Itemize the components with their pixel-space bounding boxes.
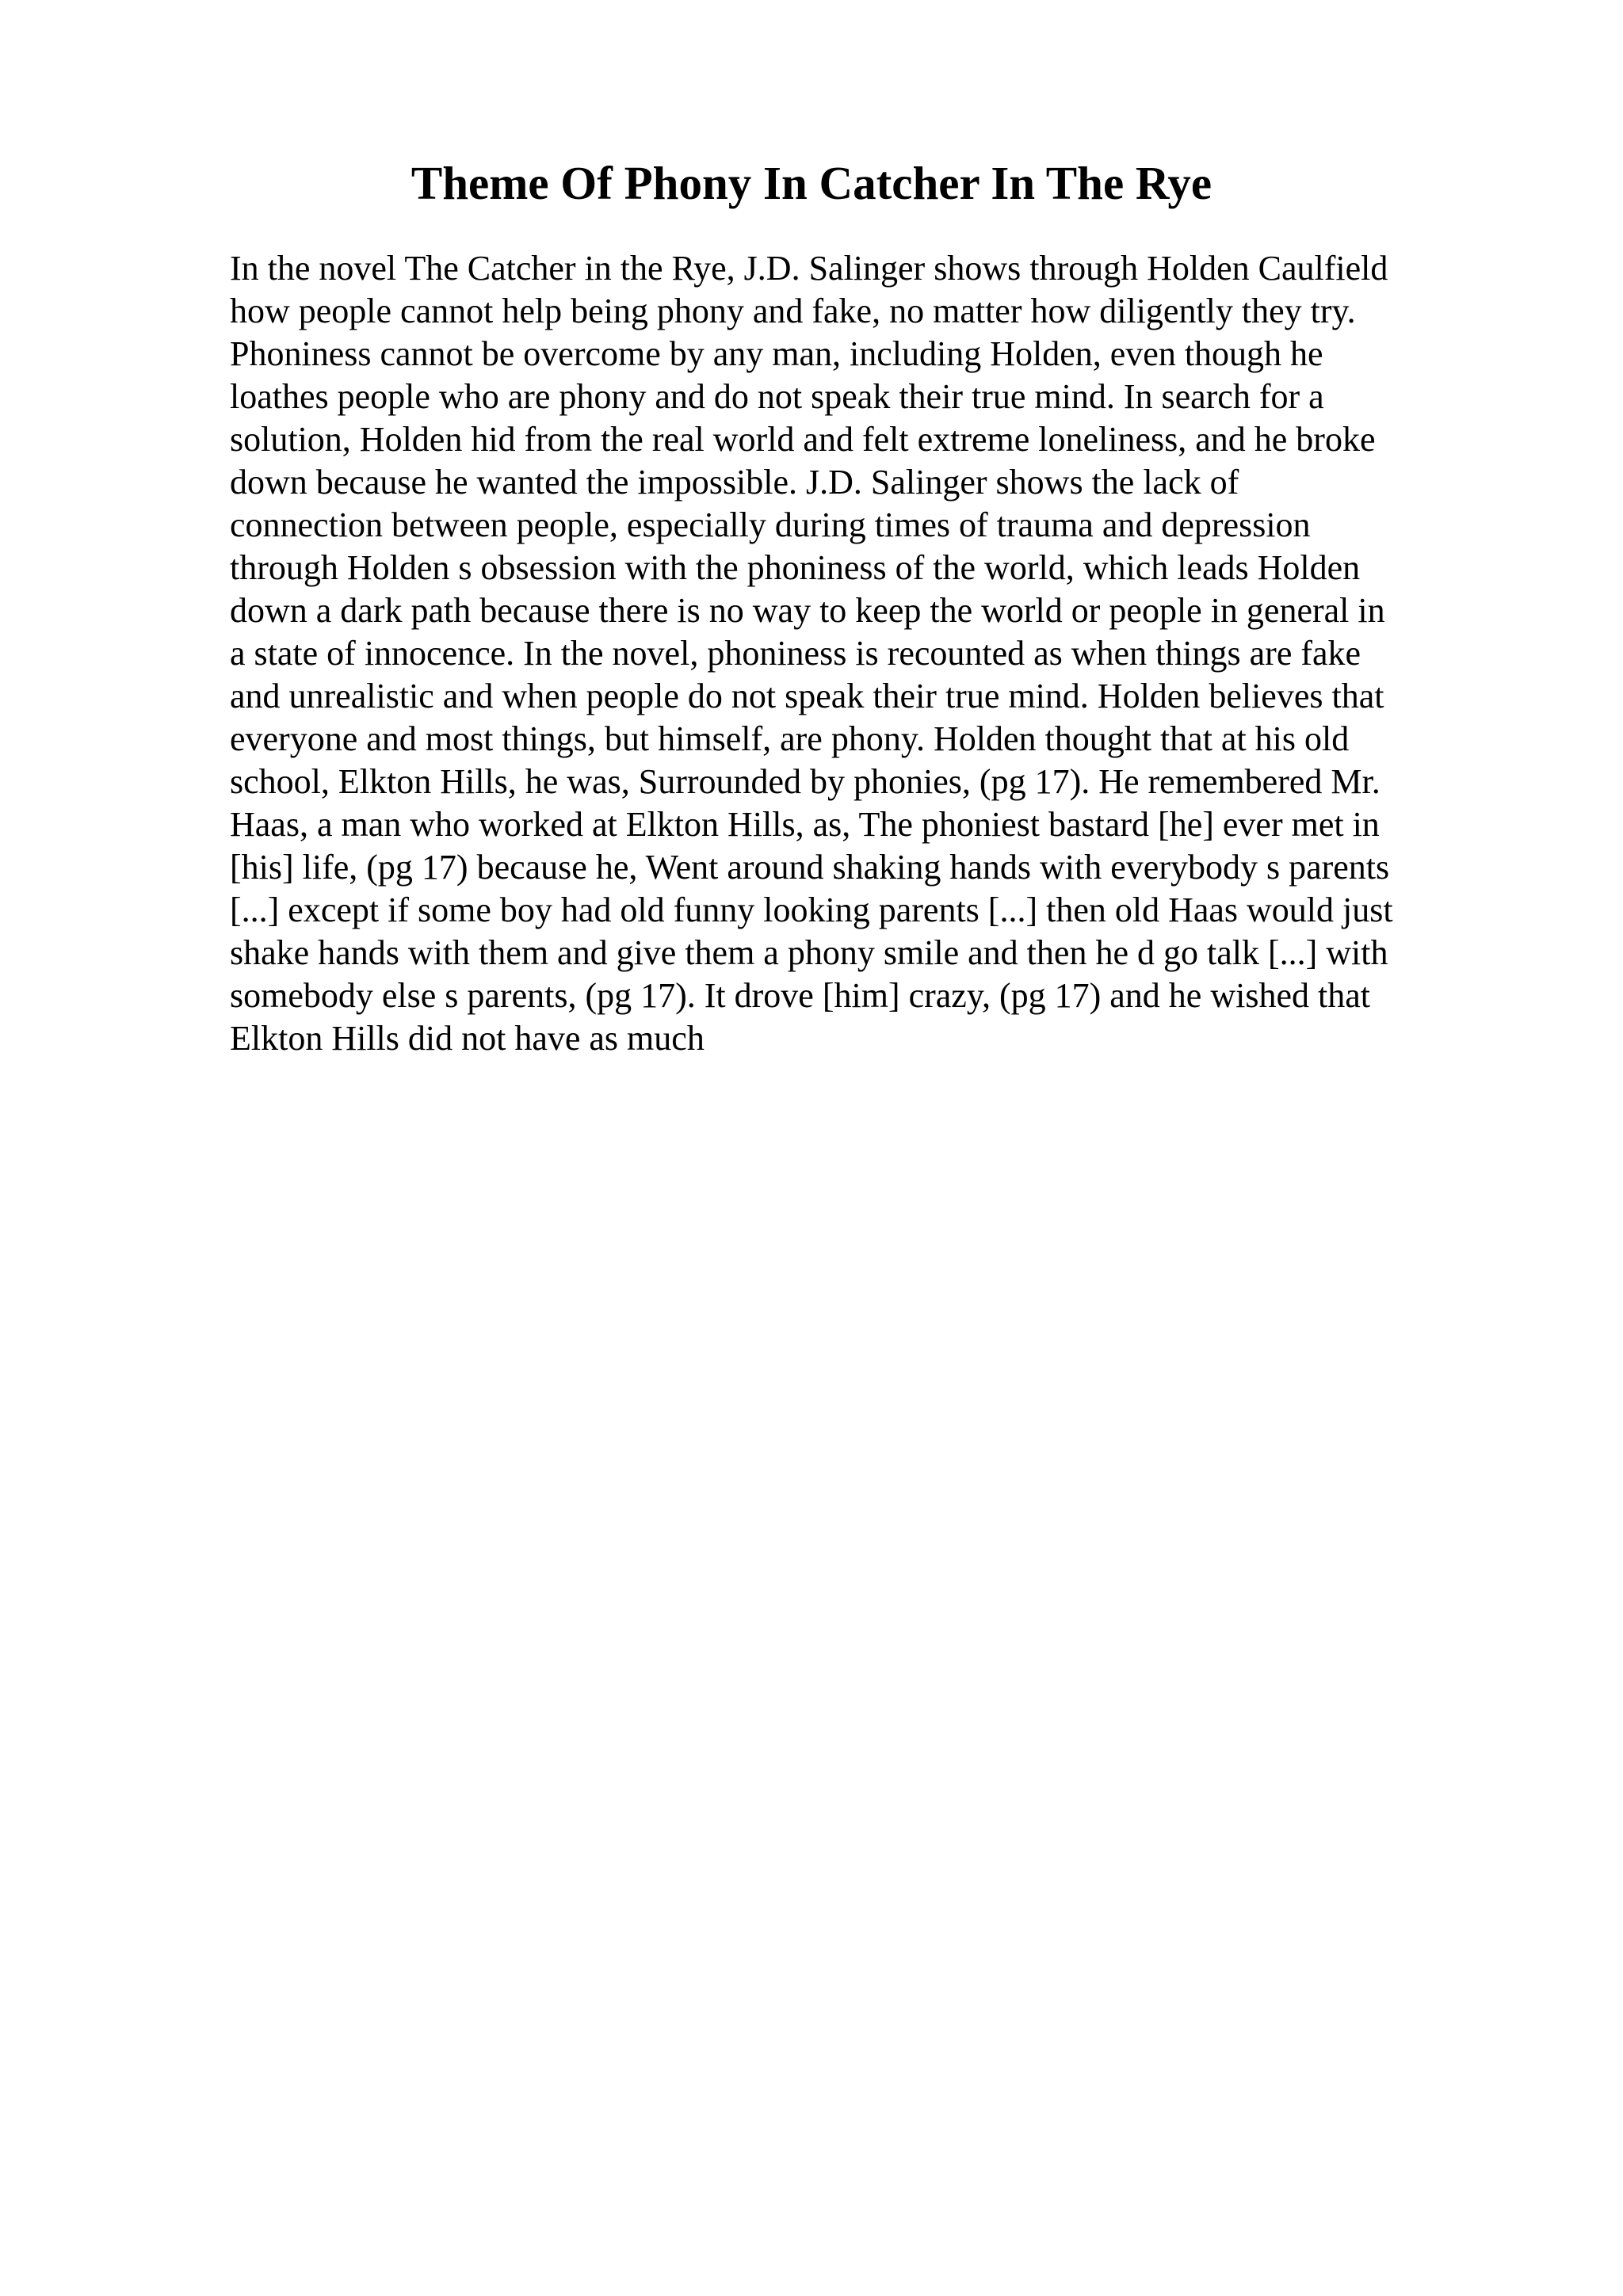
document-title: Theme Of Phony In Catcher In The Rye [411, 157, 1212, 209]
text-line: school, Elkton Hills, he was, Surrounded by phonies, (pg 17). He remembered Mr. [230, 762, 1381, 801]
text-line: through Holden s obsession with the phoniness of the world, which leads Holden [230, 548, 1361, 587]
text-line: down a dark path because there is no way to keep the world or people in general in [230, 591, 1385, 630]
text-line: Haas, a man who worked at Elkton Hills, as, The phoniest bastard [he] ever met in [230, 805, 1380, 844]
text-line: solution, Holden hid from the real world and felt extreme loneliness, and he broke [230, 420, 1376, 459]
text-line: a state of innocence. In the novel, phoniness is recounted as when things are fake [230, 634, 1361, 673]
text-line: and unrealistic and when people do not speak their true mind. Holden believes that [230, 677, 1384, 715]
text-line: how people cannot help being phony and fake, no matter how diligently they try. [230, 292, 1356, 330]
text-line: somebody else s parents, (pg 17). It drove [him] crazy, (pg 17) and he wished that [230, 976, 1370, 1015]
text-line: [...] except if some boy had old funny looking parents [...] then old Haas would just [230, 891, 1393, 929]
text-line: In the novel The Catcher in the Rye, J.D. Salinger shows through Holden Caulfield [230, 249, 1388, 288]
body-paragraph [230, 247, 1466, 1060]
text-line: down because he wanted the impossible. J.D. Salinger shows the lack of [230, 463, 1239, 502]
text-line: everyone and most things, but himself, are phony. Holden thought that at his old [230, 719, 1350, 758]
text-line: [his] life, (pg 17) because he, Went around shaking hands with everybody s parents [230, 848, 1390, 887]
text-line: shake hands with them and give them a phony smile and then he d go talk [...] with [230, 933, 1388, 972]
text-line: Elkton Hills did not have as much [230, 1019, 705, 1058]
text-line: connection between people, especially during times of trauma and depression [230, 505, 1311, 544]
text-line: Phoniness cannot be overcome by any man, including Holden, even though he [230, 334, 1323, 373]
text-line: loathes people who are phony and do not speak their true mind. In search for a [230, 377, 1324, 416]
